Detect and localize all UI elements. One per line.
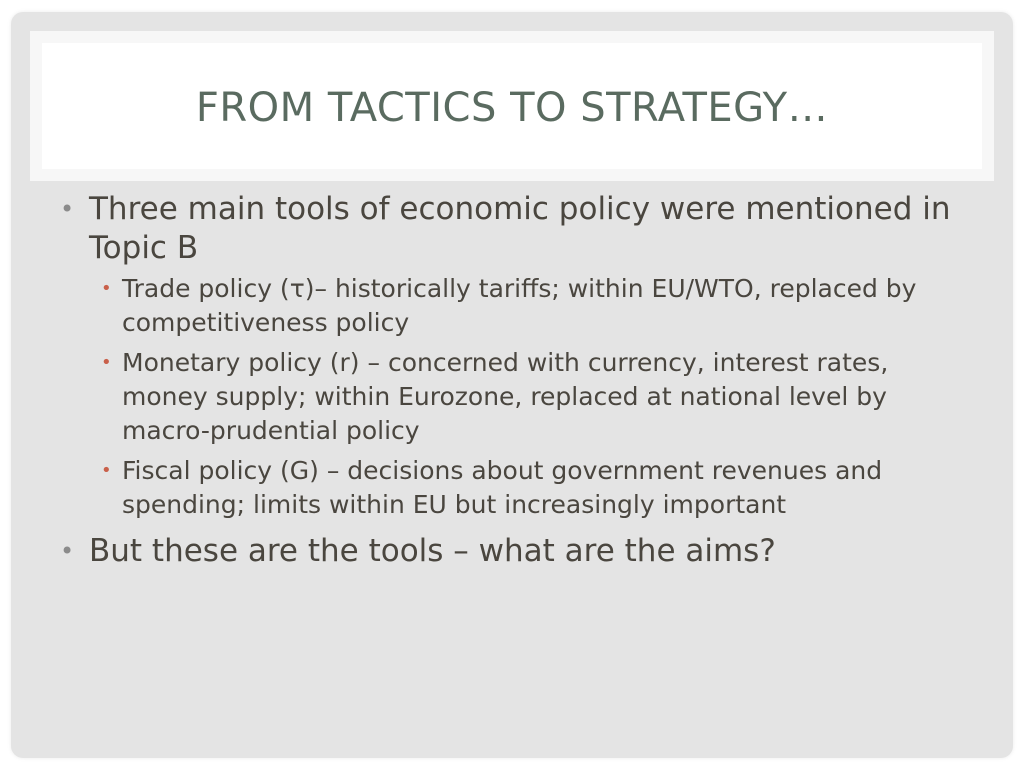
slide-title: FROM TACTICS TO STRATEGY… [195, 85, 829, 131]
sub-bullet-item [60, 272, 960, 340]
bullet-text: But these are the tools – what are the aims? [89, 533, 776, 569]
bullet-text: Three main tools of economic policy were mentioned in Topic B [89, 191, 951, 266]
sub-bullet-text: Monetary policy (r) – concerned with currency, interest rates, money supply; within Eurozone, replaced at national level by macro-prudential policy [122, 348, 889, 445]
slide-body [60, 190, 960, 575]
sub-bullet-dot-icon: • [101, 460, 112, 481]
bullet-dot-icon: • [60, 537, 75, 565]
sub-bullet-dot-icon: • [101, 352, 112, 373]
sub-bullet-text: Fiscal policy (G) – decisions about government revenues and spending; limits within EU but increasingly important [122, 456, 883, 519]
title-band [30, 31, 994, 181]
sub-bullet-item [60, 454, 960, 522]
bullet-item [60, 532, 960, 571]
sub-bullet-list [60, 272, 960, 522]
sub-bullet-dot-icon: • [101, 278, 112, 299]
bullet-item [60, 190, 960, 268]
sub-bullet-text: Trade policy (τ)– historically tariffs; within EU/WTO, replaced by competitiveness policy [122, 274, 917, 337]
bullet-dot-icon: • [60, 195, 75, 223]
title-box [42, 43, 982, 169]
sub-bullet-item [60, 346, 960, 448]
